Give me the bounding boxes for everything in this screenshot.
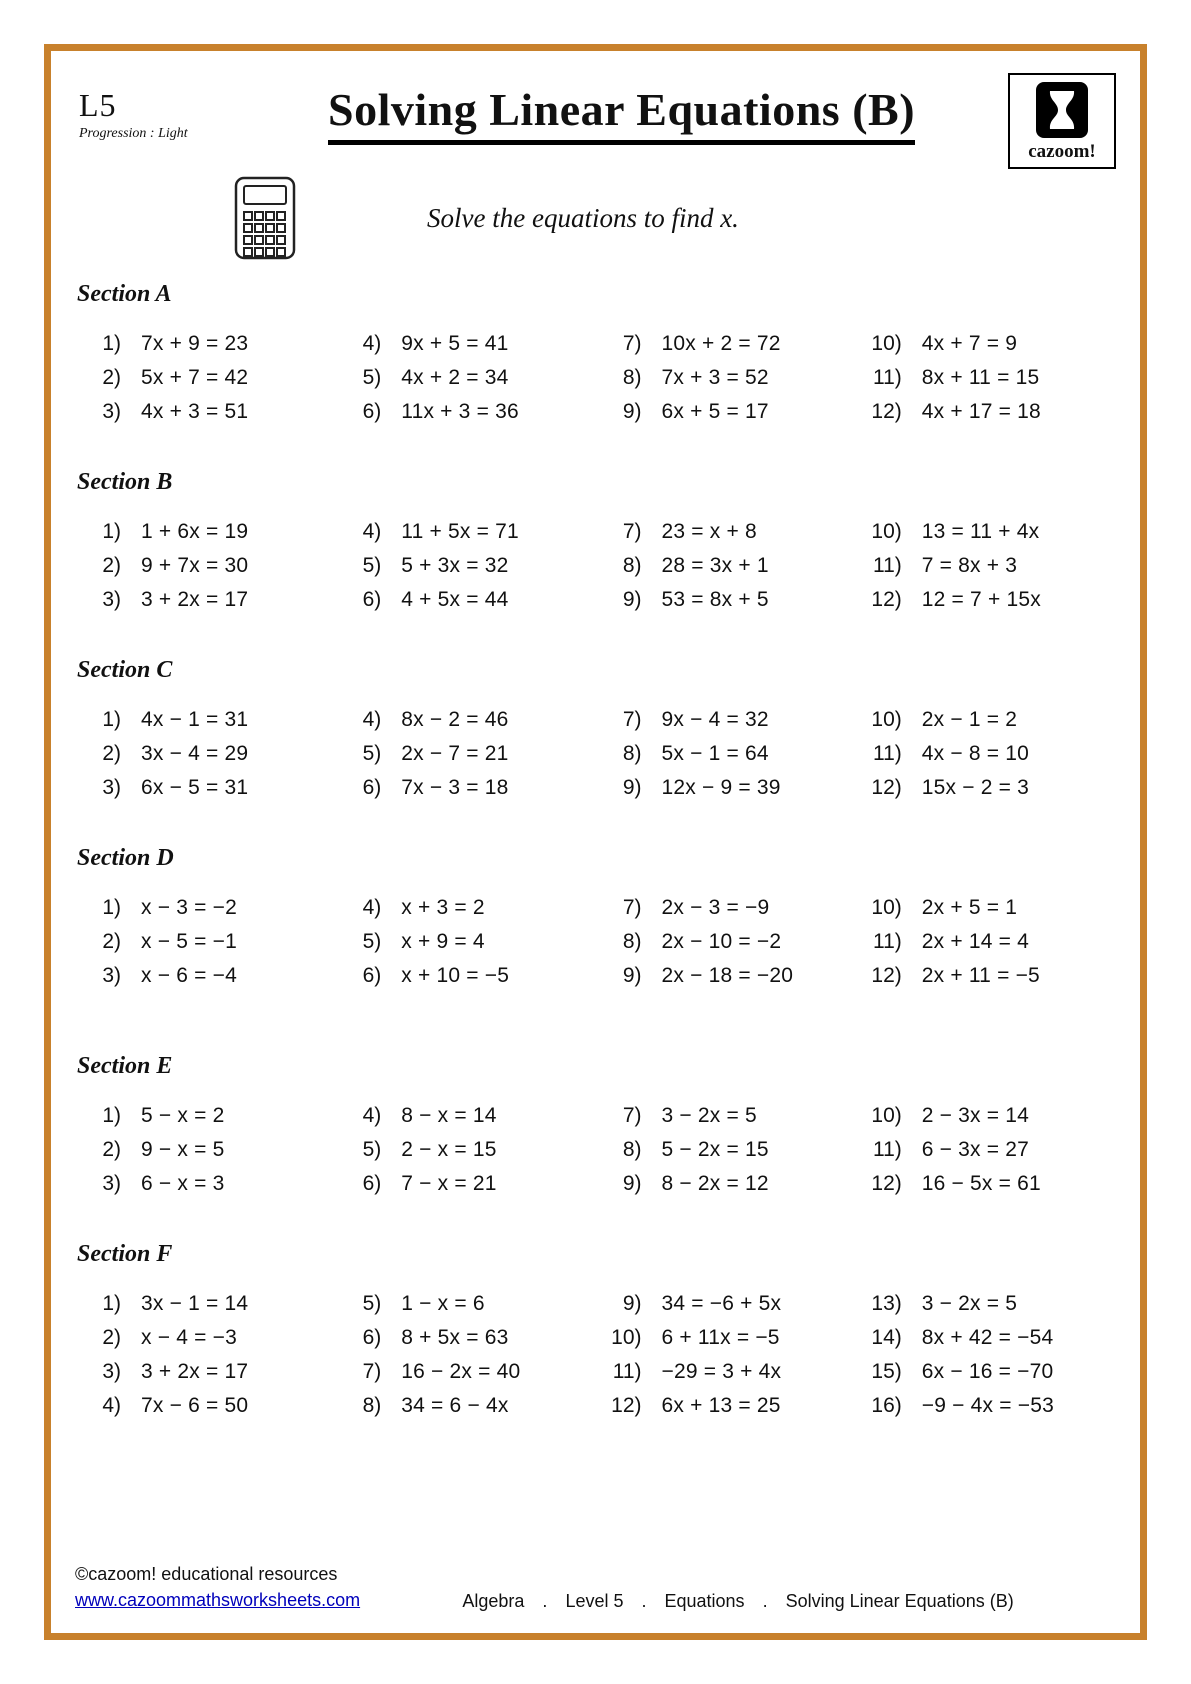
equation-number: 11) <box>872 930 902 953</box>
equation-number: 11) <box>872 1138 902 1161</box>
equation-text: 9 − x = 5 <box>141 1138 225 1161</box>
equation-text: 7x − 3 = 18 <box>401 776 509 799</box>
equation-text: 3 + 2x = 17 <box>141 1360 249 1383</box>
equation-text: 4 + 5x = 44 <box>401 588 509 611</box>
equation-number: 1) <box>102 896 121 919</box>
equation-number: 7) <box>622 708 642 731</box>
equation-number: 9) <box>622 588 642 611</box>
equation-item <box>335 518 595 545</box>
equation-item <box>75 1392 335 1419</box>
equation-number: 2) <box>102 1138 121 1161</box>
equation-text: 3 − 2x = 5 <box>661 1104 757 1127</box>
equation-text: 4x − 1 = 31 <box>141 708 249 731</box>
level-code: L5 <box>79 87 117 123</box>
equation-text: 12 = 7 + 15x <box>921 588 1041 611</box>
equation-number: 5) <box>362 554 382 577</box>
equation-item <box>596 1102 856 1129</box>
equation-text: 6x + 13 = 25 <box>661 1394 781 1417</box>
breadcrumb-separator: . <box>542 1591 548 1611</box>
equation-text: 5 + 3x = 32 <box>401 554 509 577</box>
equation-number: 5) <box>362 1292 382 1315</box>
equation-item <box>335 1358 595 1385</box>
equation-item <box>75 1136 335 1163</box>
footer <box>75 1561 1116 1615</box>
equation-item <box>596 774 856 801</box>
cazoom-logo <box>1008 73 1116 169</box>
equation-item <box>856 962 1116 989</box>
equation-text: 2x − 7 = 21 <box>401 742 509 765</box>
equation-number: 6) <box>362 1326 382 1349</box>
equation-text: x − 5 = −1 <box>141 930 237 953</box>
equation-number: 6) <box>362 776 382 799</box>
equation-number: 1) <box>102 1292 121 1315</box>
equation-item <box>856 1136 1116 1163</box>
equation-item <box>335 1136 595 1163</box>
equation-text: −29 = 3 + 4x <box>661 1360 782 1383</box>
equation-text: 16 − 2x = 40 <box>401 1360 521 1383</box>
footer-left <box>75 1561 360 1613</box>
equation-item <box>596 398 856 425</box>
equation-number: 3) <box>102 588 121 611</box>
equation-item <box>596 364 856 391</box>
equation-text: 2x + 11 = −5 <box>921 964 1040 987</box>
level-badge <box>75 73 235 142</box>
instruction-text: Solve the equations to find x. <box>427 202 739 233</box>
instruction-row <box>75 175 1116 261</box>
equation-item <box>596 330 856 357</box>
section-title: Section C <box>77 657 173 683</box>
header <box>75 73 1116 169</box>
equation-item <box>75 740 335 767</box>
equation-text: x − 3 = −2 <box>141 896 237 919</box>
equation-item <box>335 398 595 425</box>
equation-number: 5) <box>362 742 382 765</box>
equation-number: 4) <box>362 708 382 731</box>
progression-label: Progression : Light <box>79 126 188 141</box>
equation-text: 34 = 6 − 4x <box>401 1394 509 1417</box>
equation-text: x + 9 = 4 <box>401 930 485 953</box>
equation-item <box>596 552 856 579</box>
equation-item <box>75 706 335 733</box>
equation-number: 10) <box>871 332 902 355</box>
equation-grid <box>75 1102 1116 1197</box>
equation-number: 3) <box>102 776 121 799</box>
equation-item <box>335 1290 595 1317</box>
footer-breadcrumb <box>360 1591 1116 1613</box>
equation-number: 3) <box>102 1360 121 1383</box>
equation-text: x − 4 = −3 <box>141 1326 237 1349</box>
equation-text: x − 6 = −4 <box>141 964 237 987</box>
equation-text: 2x + 5 = 1 <box>921 896 1018 919</box>
section-title: Section B <box>77 469 173 495</box>
equation-number: 6) <box>362 964 382 987</box>
equation-number: 9) <box>622 1172 642 1195</box>
equation-text: 15x − 2 = 3 <box>921 776 1030 799</box>
equation-number: 8) <box>622 366 642 389</box>
title-wrap <box>235 73 1008 145</box>
equation-text: 8 − 2x = 12 <box>661 1172 769 1195</box>
equation-text: 4x + 2 = 34 <box>401 366 509 389</box>
equation-text: 5 − 2x = 15 <box>661 1138 769 1161</box>
equation-item <box>335 1392 595 1419</box>
equation-number: 11) <box>612 1360 642 1383</box>
equation-item <box>596 894 856 921</box>
equation-item <box>596 1136 856 1163</box>
section-title: Section F <box>77 1241 173 1267</box>
equation-item <box>335 1324 595 1351</box>
equation-text: 6 + 11x = −5 <box>661 1326 780 1349</box>
equation-item <box>856 774 1116 801</box>
equation-item <box>596 1392 856 1419</box>
breadcrumb-item: Solving Linear Equations (B) <box>785 1591 1014 1611</box>
equation-item <box>75 518 335 545</box>
equation-item <box>75 552 335 579</box>
equation-number: 12) <box>871 400 902 423</box>
equation-item <box>75 1102 335 1129</box>
equation-grid <box>75 330 1116 425</box>
section-title: Section D <box>77 845 174 871</box>
equation-text: −9 − 4x = −53 <box>921 1394 1054 1417</box>
equation-text: 2x − 1 = 2 <box>921 708 1018 731</box>
equation-number: 10) <box>871 1104 902 1127</box>
equation-text: 4x + 17 = 18 <box>921 400 1041 423</box>
equation-item <box>856 894 1116 921</box>
equation-number: 11) <box>872 366 902 389</box>
worksheet-page <box>44 44 1147 1640</box>
equation-number: 5) <box>362 366 382 389</box>
equation-number: 5) <box>362 930 382 953</box>
equation-text: 8x + 11 = 15 <box>921 366 1040 389</box>
equation-item <box>856 1170 1116 1197</box>
equation-number: 10) <box>871 708 902 731</box>
equation-item <box>856 518 1116 545</box>
equation-item <box>856 552 1116 579</box>
equation-text: 6x + 5 = 17 <box>661 400 769 423</box>
equation-text: 28 = 3x + 1 <box>661 554 769 577</box>
equation-text: 7 = 8x + 3 <box>921 554 1018 577</box>
equation-item <box>856 364 1116 391</box>
footer-url-link[interactable]: www.cazoommathsworksheets.com <box>75 1590 361 1610</box>
equation-text: 16 − 5x = 61 <box>921 1172 1041 1195</box>
equation-text: 3 − 2x = 5 <box>921 1292 1018 1315</box>
equation-text: 6x − 16 = −70 <box>921 1360 1054 1383</box>
equation-item <box>596 928 856 955</box>
section-e <box>75 1053 1116 1197</box>
equation-number: 4) <box>362 1104 382 1127</box>
equation-text: 8 − x = 14 <box>401 1104 497 1127</box>
section-b <box>75 469 1116 613</box>
equation-item <box>596 586 856 613</box>
equation-text: 7x + 9 = 23 <box>141 332 249 355</box>
equation-number: 7) <box>622 896 642 919</box>
equation-item <box>335 740 595 767</box>
equation-number: 14) <box>871 1326 902 1349</box>
equation-text: 7x − 6 = 50 <box>141 1394 249 1417</box>
equation-item <box>335 552 595 579</box>
equation-item <box>856 1102 1116 1129</box>
section-c <box>75 657 1116 801</box>
equation-item <box>75 398 335 425</box>
equation-item <box>335 364 595 391</box>
equation-text: 6x − 5 = 31 <box>141 776 249 799</box>
equation-number: 2) <box>102 1326 121 1349</box>
equation-text: 9x − 4 = 32 <box>661 708 769 731</box>
equation-number: 12) <box>611 1394 642 1417</box>
equation-text: 7x + 3 = 52 <box>661 366 769 389</box>
equation-item <box>856 586 1116 613</box>
equation-number: 4) <box>362 520 382 543</box>
equation-number: 3) <box>102 1172 121 1195</box>
calculator-icon <box>233 176 297 260</box>
equation-grid <box>75 894 1116 989</box>
equation-number: 1) <box>102 520 121 543</box>
equation-item <box>335 1102 595 1129</box>
equation-text: 3 + 2x = 17 <box>141 588 249 611</box>
equation-item <box>335 962 595 989</box>
equation-item <box>856 398 1116 425</box>
equation-item <box>596 1358 856 1385</box>
equation-number: 2) <box>102 742 121 765</box>
equation-item <box>335 774 595 801</box>
equation-text: 7 − x = 21 <box>401 1172 497 1195</box>
equation-text: 2 − 3x = 14 <box>921 1104 1030 1127</box>
equation-number: 8) <box>362 1394 382 1417</box>
equation-item <box>335 586 595 613</box>
equation-text: 10x + 2 = 72 <box>661 332 781 355</box>
equation-text: 8 + 5x = 63 <box>401 1326 509 1349</box>
logo-text: cazoom! <box>1028 141 1096 162</box>
equation-item <box>856 706 1116 733</box>
section-d <box>75 845 1116 989</box>
equation-number: 12) <box>871 1172 902 1195</box>
equation-item <box>75 364 335 391</box>
equation-item <box>596 740 856 767</box>
equation-text: 2x − 10 = −2 <box>661 930 782 953</box>
breadcrumb-item: Level 5 <box>565 1591 624 1611</box>
equation-text: 5x + 7 = 42 <box>141 366 249 389</box>
breadcrumb-separator: . <box>762 1591 768 1611</box>
equation-item <box>75 1170 335 1197</box>
equation-item <box>335 330 595 357</box>
equation-text: 6 − x = 3 <box>141 1172 225 1195</box>
section-f <box>75 1241 1116 1419</box>
equation-item <box>75 1358 335 1385</box>
equation-number: 12) <box>871 588 902 611</box>
equation-number: 11) <box>872 554 902 577</box>
equation-item <box>856 1290 1116 1317</box>
equation-item <box>596 962 856 989</box>
equation-item <box>596 706 856 733</box>
equation-item <box>596 1324 856 1351</box>
equation-number: 10) <box>871 896 902 919</box>
equation-number: 7) <box>622 332 642 355</box>
equation-number: 9) <box>622 964 642 987</box>
equation-number: 7) <box>622 1104 642 1127</box>
equation-number: 4) <box>362 896 382 919</box>
equation-item <box>75 894 335 921</box>
equation-item <box>335 928 595 955</box>
equation-number: 5) <box>362 1138 382 1161</box>
equation-text: 9 + 7x = 30 <box>141 554 249 577</box>
equation-number: 16) <box>871 1394 902 1417</box>
equation-item <box>75 586 335 613</box>
section-a <box>75 281 1116 425</box>
equation-grid <box>75 1290 1116 1419</box>
equation-text: 23 = x + 8 <box>661 520 757 543</box>
equation-number: 8) <box>622 554 642 577</box>
breadcrumb-separator: . <box>641 1591 647 1611</box>
equation-number: 12) <box>871 776 902 799</box>
equation-number: 6) <box>362 588 382 611</box>
equation-item <box>856 740 1116 767</box>
equation-text: 11x + 3 = 36 <box>401 400 519 423</box>
equation-text: 1 + 6x = 19 <box>141 520 249 543</box>
equation-grid <box>75 518 1116 613</box>
breadcrumb-item: Equations <box>664 1591 745 1611</box>
equation-item <box>75 962 335 989</box>
equation-number: 2) <box>102 554 121 577</box>
equation-text: 9x + 5 = 41 <box>401 332 509 355</box>
equation-item <box>75 928 335 955</box>
equation-text: 2x + 14 = 4 <box>921 930 1030 953</box>
equation-item <box>335 706 595 733</box>
equation-number: 9) <box>622 776 642 799</box>
equation-number: 7) <box>362 1360 382 1383</box>
section-title: Section E <box>77 1053 173 1079</box>
hourglass-icon <box>1036 82 1088 138</box>
equation-text: 2x − 3 = −9 <box>661 896 770 919</box>
equation-text: 1 − x = 6 <box>401 1292 485 1315</box>
equation-item <box>856 1324 1116 1351</box>
equation-item <box>335 894 595 921</box>
equation-text: 34 = −6 + 5x <box>661 1292 782 1315</box>
equation-text: 4x − 8 = 10 <box>921 742 1030 765</box>
equation-item <box>596 1290 856 1317</box>
section-title: Section A <box>77 281 172 307</box>
equation-item <box>596 518 856 545</box>
equation-item <box>596 1170 856 1197</box>
equation-number: 8) <box>622 930 642 953</box>
equation-number: 3) <box>102 400 121 423</box>
equation-number: 10) <box>611 1326 642 1349</box>
equation-text: 8x + 42 = −54 <box>921 1326 1054 1349</box>
equation-text: 3x − 1 = 14 <box>141 1292 249 1315</box>
equation-text: 2 − x = 15 <box>401 1138 497 1161</box>
equation-item <box>335 1170 595 1197</box>
equation-text: 8x − 2 = 46 <box>401 708 509 731</box>
equation-text: 3x − 4 = 29 <box>141 742 249 765</box>
equation-number: 1) <box>102 708 121 731</box>
equation-text: 4x + 3 = 51 <box>141 400 249 423</box>
equation-item <box>856 1392 1116 1419</box>
equation-item <box>75 1290 335 1317</box>
equation-item <box>75 330 335 357</box>
equation-text: 6 − 3x = 27 <box>921 1138 1030 1161</box>
equation-number: 4) <box>362 332 382 355</box>
equation-text: 53 = 8x + 5 <box>661 588 769 611</box>
equation-text: 5x − 1 = 64 <box>661 742 769 765</box>
equation-text: 12x − 9 = 39 <box>661 776 781 799</box>
equation-item <box>856 1358 1116 1385</box>
equation-number: 9) <box>622 1292 642 1315</box>
equation-text: 2x − 18 = −20 <box>661 964 794 987</box>
equation-number: 9) <box>622 400 642 423</box>
equation-item <box>856 928 1116 955</box>
equation-number: 15) <box>871 1360 902 1383</box>
equation-item <box>75 774 335 801</box>
equation-text: x + 10 = −5 <box>401 964 510 987</box>
equation-text: x + 3 = 2 <box>401 896 485 919</box>
equation-number: 2) <box>102 366 121 389</box>
equation-grid <box>75 706 1116 801</box>
equation-text: 13 = 11 + 4x <box>921 520 1040 543</box>
equation-number: 2) <box>102 930 121 953</box>
equation-number: 4) <box>102 1394 121 1417</box>
equation-number: 3) <box>102 964 121 987</box>
equation-number: 7) <box>622 520 642 543</box>
equation-number: 1) <box>102 332 121 355</box>
equation-number: 12) <box>871 964 902 987</box>
equation-item <box>75 1324 335 1351</box>
equation-number: 8) <box>622 742 642 765</box>
sections-container <box>75 261 1116 1419</box>
equation-number: 10) <box>871 520 902 543</box>
equation-text: 5 − x = 2 <box>141 1104 225 1127</box>
copyright-text: ©cazoom! educational resources <box>75 1564 338 1584</box>
equation-number: 11) <box>872 742 902 765</box>
equation-number: 8) <box>622 1138 642 1161</box>
equation-text: 11 + 5x = 71 <box>401 520 519 543</box>
equation-text: 4x + 7 = 9 <box>921 332 1018 355</box>
page-title: Solving Linear Equations (B) <box>328 83 915 145</box>
equation-number: 13) <box>871 1292 902 1315</box>
equation-number: 6) <box>362 1172 382 1195</box>
breadcrumb-item: Algebra <box>462 1591 525 1611</box>
equation-number: 6) <box>362 400 382 423</box>
equation-number: 1) <box>102 1104 121 1127</box>
equation-item <box>856 330 1116 357</box>
